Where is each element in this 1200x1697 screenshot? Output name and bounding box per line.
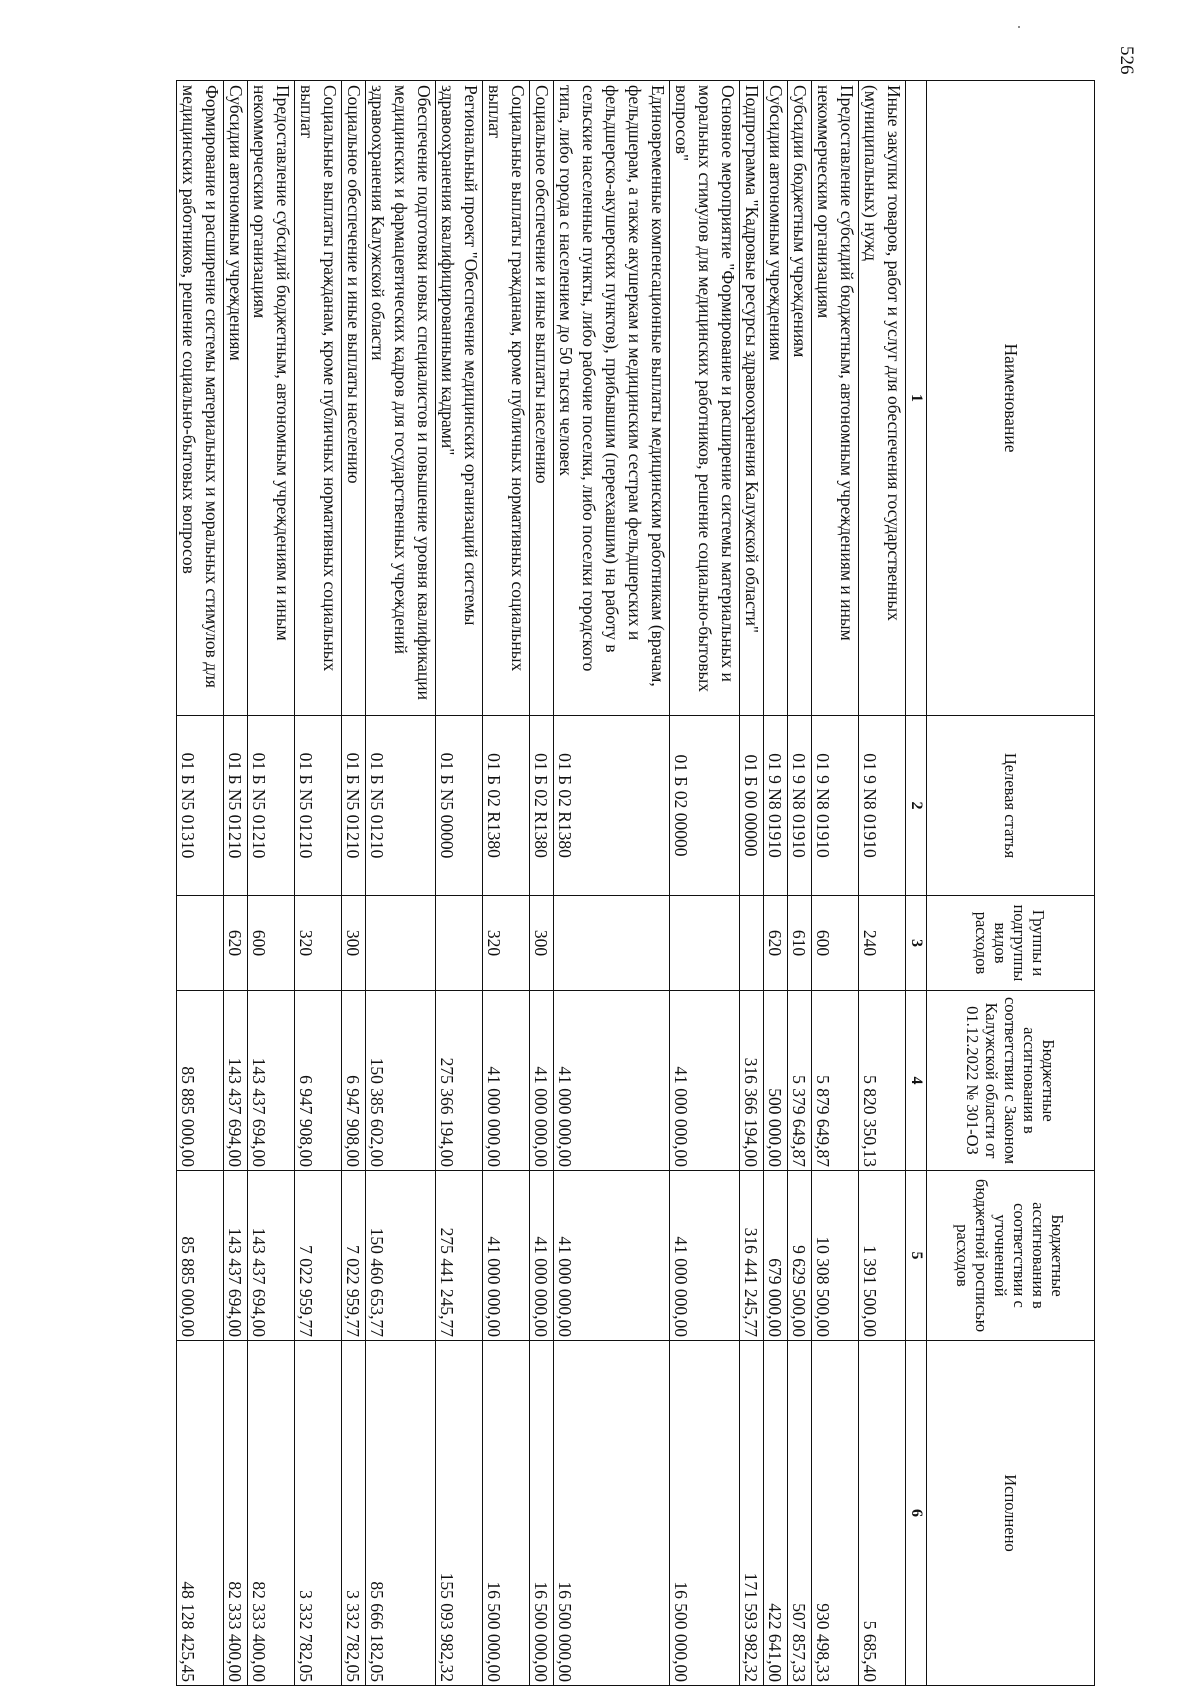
row-law-amount: 500 000,00 bbox=[764, 991, 788, 1171]
header-target-article: Целевая статья bbox=[927, 716, 1095, 896]
row-expense-group: 300 bbox=[342, 896, 366, 991]
row-name: Региональный проект "Обеспечение медицинских организаций системы здравоохранения квалифицированными кадрами" bbox=[436, 81, 483, 716]
row-executed-amount: 171 593 982,32 bbox=[740, 1341, 764, 1686]
row-target-article: 01 9 N8 01910 bbox=[764, 716, 788, 896]
header-executed: Исполнено bbox=[927, 1341, 1095, 1686]
row-expense-group: 610 bbox=[788, 896, 812, 991]
row-target-article: 01 9 N8 01910 bbox=[812, 716, 859, 896]
row-expense-group: 620 bbox=[764, 896, 788, 991]
row-target-article: 01 Б N5 01210 bbox=[248, 716, 295, 896]
rotated-page bbox=[111, 80, 1095, 1685]
row-adjusted-amount: 10 308 500,00 bbox=[812, 1171, 859, 1341]
table-row bbox=[224, 81, 248, 1686]
row-expense-group: 300 bbox=[530, 896, 554, 991]
row-adjusted-amount: 1 391 500,00 bbox=[859, 1171, 906, 1341]
header-adjusted-appropriations: Бюджетные ассигнования в соответствии с уточненной бюджетной росписью расходов bbox=[927, 1171, 1095, 1341]
row-name: Единовременные компенсационные выплаты медицинским работникам (врачам, фельдшерам, а также акушеркам и медицинским сестрам фельдшерских и фельдшерско-акушерских пунктов), прибывшим (переехавшим) на работу в сельские населенные пункты, либо рабочие поселки, либо поселки городского типа, либо города с населением до 50 тысяч человек bbox=[554, 81, 670, 716]
table-row bbox=[554, 81, 670, 1686]
row-law-amount: 5 820 350,13 bbox=[859, 991, 906, 1171]
row-adjusted-amount: 85 885 000,00 bbox=[177, 1171, 224, 1341]
row-target-article: 01 9 N8 01910 bbox=[788, 716, 812, 896]
row-executed-amount: 422 641,00 bbox=[764, 1341, 788, 1686]
row-executed-amount: 16 500 000,00 bbox=[670, 1341, 740, 1686]
row-law-amount: 143 437 694,00 bbox=[248, 991, 295, 1171]
row-expense-group: 600 bbox=[248, 896, 295, 991]
header-expense-groups: Группы и подгруппы видов расходов bbox=[927, 896, 1095, 991]
row-executed-amount: 16 500 000,00 bbox=[483, 1341, 530, 1686]
row-law-amount: 275 366 194,00 bbox=[436, 991, 483, 1171]
row-name: Предоставление субсидий бюджетным, автономным учреждениям и иным некоммерческим организациям bbox=[248, 81, 295, 716]
row-law-amount: 85 885 000,00 bbox=[177, 991, 224, 1171]
row-target-article: 01 Б N5 01210 bbox=[224, 716, 248, 896]
table-row bbox=[177, 81, 224, 1686]
row-law-amount: 6 947 908,00 bbox=[295, 991, 342, 1171]
row-adjusted-amount: 143 437 694,00 bbox=[224, 1171, 248, 1341]
row-target-article: 01 Б N5 01210 bbox=[295, 716, 342, 896]
column-number: 6 bbox=[906, 1341, 927, 1686]
row-target-article: 01 Б 02 R1380 bbox=[483, 716, 530, 896]
row-expense-group: 320 bbox=[483, 896, 530, 991]
row-expense-group bbox=[554, 896, 670, 991]
row-expense-group bbox=[366, 896, 436, 991]
table-row bbox=[812, 81, 859, 1686]
row-target-article: 01 Б 00 00000 bbox=[740, 716, 764, 896]
row-executed-amount: 85 666 182,05 bbox=[366, 1341, 436, 1686]
row-name: Обеспечение подготовки новых специалистов и повышение уровня квалификации медицинских и фармацевтических кадров для государственных учреждений здравоохранения Калужской области bbox=[366, 81, 436, 716]
row-law-amount: 5 379 649,87 bbox=[788, 991, 812, 1171]
column-number: 3 bbox=[906, 896, 927, 991]
budget-table bbox=[176, 80, 1095, 1686]
row-law-amount: 41 000 000,00 bbox=[554, 991, 670, 1171]
row-executed-amount: 82 333 400,00 bbox=[224, 1341, 248, 1686]
table-body bbox=[177, 81, 906, 1686]
table-row bbox=[764, 81, 788, 1686]
row-executed-amount: 82 333 400,00 bbox=[248, 1341, 295, 1686]
row-executed-amount: 48 128 425,45 bbox=[177, 1341, 224, 1686]
row-adjusted-amount: 41 000 000,00 bbox=[554, 1171, 670, 1341]
column-number-row bbox=[906, 81, 927, 1686]
table-row bbox=[366, 81, 436, 1686]
row-law-amount: 5 879 649,87 bbox=[812, 991, 859, 1171]
table-row bbox=[670, 81, 740, 1686]
row-target-article: 01 Б N5 01310 bbox=[177, 716, 224, 896]
header-row bbox=[927, 81, 1095, 1686]
row-name: Иные закупки товаров, работ и услуг для обеспечения государственных (муниципальных) нужд bbox=[859, 81, 906, 716]
row-target-article: 01 Б N5 01210 bbox=[342, 716, 366, 896]
row-law-amount: 41 000 000,00 bbox=[670, 991, 740, 1171]
column-number: 4 bbox=[906, 991, 927, 1171]
row-name: Субсидии автономным учреждениям bbox=[224, 81, 248, 716]
row-executed-amount: 3 332 782,05 bbox=[295, 1341, 342, 1686]
row-name: Социальные выплаты гражданам, кроме публичных нормативных социальных выплат bbox=[483, 81, 530, 716]
row-adjusted-amount: 41 000 000,00 bbox=[670, 1171, 740, 1341]
row-adjusted-amount: 143 437 694,00 bbox=[248, 1171, 295, 1341]
row-executed-amount: 507 857,33 bbox=[788, 1341, 812, 1686]
row-name: Субсидии бюджетным учреждениям bbox=[788, 81, 812, 716]
row-law-amount: 41 000 000,00 bbox=[483, 991, 530, 1171]
table-row bbox=[483, 81, 530, 1686]
column-number: 2 bbox=[906, 716, 927, 896]
row-adjusted-amount: 679 000,00 bbox=[764, 1171, 788, 1341]
table-row bbox=[248, 81, 295, 1686]
row-executed-amount: 16 500 000,00 bbox=[554, 1341, 670, 1686]
column-number: 5 bbox=[906, 1171, 927, 1341]
row-executed-amount: 155 093 982,32 bbox=[436, 1341, 483, 1686]
row-adjusted-amount: 150 460 653,77 bbox=[366, 1171, 436, 1341]
table-row bbox=[788, 81, 812, 1686]
row-target-article: 01 Б 02 00000 bbox=[670, 716, 740, 896]
scan-speck bbox=[1018, 26, 1020, 28]
row-target-article: 01 Б 02 R1380 bbox=[530, 716, 554, 896]
row-expense-group bbox=[670, 896, 740, 991]
column-number: 1 bbox=[906, 81, 927, 716]
row-target-article: 01 Б N5 00000 bbox=[436, 716, 483, 896]
row-expense-group bbox=[177, 896, 224, 991]
table-row bbox=[859, 81, 906, 1686]
header-name: Наименование bbox=[927, 81, 1095, 716]
row-executed-amount: 3 332 782,05 bbox=[342, 1341, 366, 1686]
row-target-article: 01 Б 02 R1380 bbox=[554, 716, 670, 896]
table-row bbox=[530, 81, 554, 1686]
row-expense-group: 620 bbox=[224, 896, 248, 991]
row-name: Социальное обеспечение и иные выплаты населению bbox=[342, 81, 366, 716]
row-expense-group: 320 bbox=[295, 896, 342, 991]
row-expense-group: 600 bbox=[812, 896, 859, 991]
row-expense-group: 240 bbox=[859, 896, 906, 991]
row-adjusted-amount: 9 629 500,00 bbox=[788, 1171, 812, 1341]
row-target-article: 01 9 N8 01910 bbox=[859, 716, 906, 896]
row-law-amount: 6 947 908,00 bbox=[342, 991, 366, 1171]
row-executed-amount: 16 500 000,00 bbox=[530, 1341, 554, 1686]
row-executed-amount: 5 685,40 bbox=[859, 1341, 906, 1686]
row-adjusted-amount: 275 441 245,77 bbox=[436, 1171, 483, 1341]
page-number: 526 bbox=[1116, 46, 1137, 75]
row-adjusted-amount: 7 022 959,77 bbox=[342, 1171, 366, 1341]
row-name: Социальные выплаты гражданам, кроме публичных нормативных социальных выплат bbox=[295, 81, 342, 716]
row-law-amount: 143 437 694,00 bbox=[224, 991, 248, 1171]
table-row bbox=[740, 81, 764, 1686]
row-name: Субсидии автономным учреждениям bbox=[764, 81, 788, 716]
row-law-amount: 41 000 000,00 bbox=[530, 991, 554, 1171]
row-adjusted-amount: 316 441 245,77 bbox=[740, 1171, 764, 1341]
row-law-amount: 150 385 602,00 bbox=[366, 991, 436, 1171]
table-row bbox=[295, 81, 342, 1686]
row-name: Формирование и расширение системы материальных и моральных стимулов для медицинских работников, решение социально-бытовых вопросов bbox=[177, 81, 224, 716]
row-name: Социальное обеспечение и иные выплаты населению bbox=[530, 81, 554, 716]
row-adjusted-amount: 7 022 959,77 bbox=[295, 1171, 342, 1341]
row-adjusted-amount: 41 000 000,00 bbox=[483, 1171, 530, 1341]
row-name: Предоставление субсидий бюджетным, автономным учреждениям и иным некоммерческим организациям bbox=[812, 81, 859, 716]
row-expense-group bbox=[436, 896, 483, 991]
row-executed-amount: 930 498,33 bbox=[812, 1341, 859, 1686]
row-adjusted-amount: 41 000 000,00 bbox=[530, 1171, 554, 1341]
row-name: Основное мероприятие "Формирование и расширение системы материальных и моральных стимулов для медицинских работников, решение социально-бытовых вопросов" bbox=[670, 81, 740, 716]
row-expense-group bbox=[740, 896, 764, 991]
row-name: Подпрограмма "Кадровые ресурсы здравоохранения Калужской области" bbox=[740, 81, 764, 716]
row-law-amount: 316 366 194,00 bbox=[740, 991, 764, 1171]
table-row bbox=[436, 81, 483, 1686]
row-target-article: 01 Б N5 01210 bbox=[366, 716, 436, 896]
header-law-appropriations: Бюджетные ассигнования в соответствии с Законом Калужской области от 01.12.2022 № 301-ОЗ bbox=[927, 991, 1095, 1171]
table-row bbox=[342, 81, 366, 1686]
